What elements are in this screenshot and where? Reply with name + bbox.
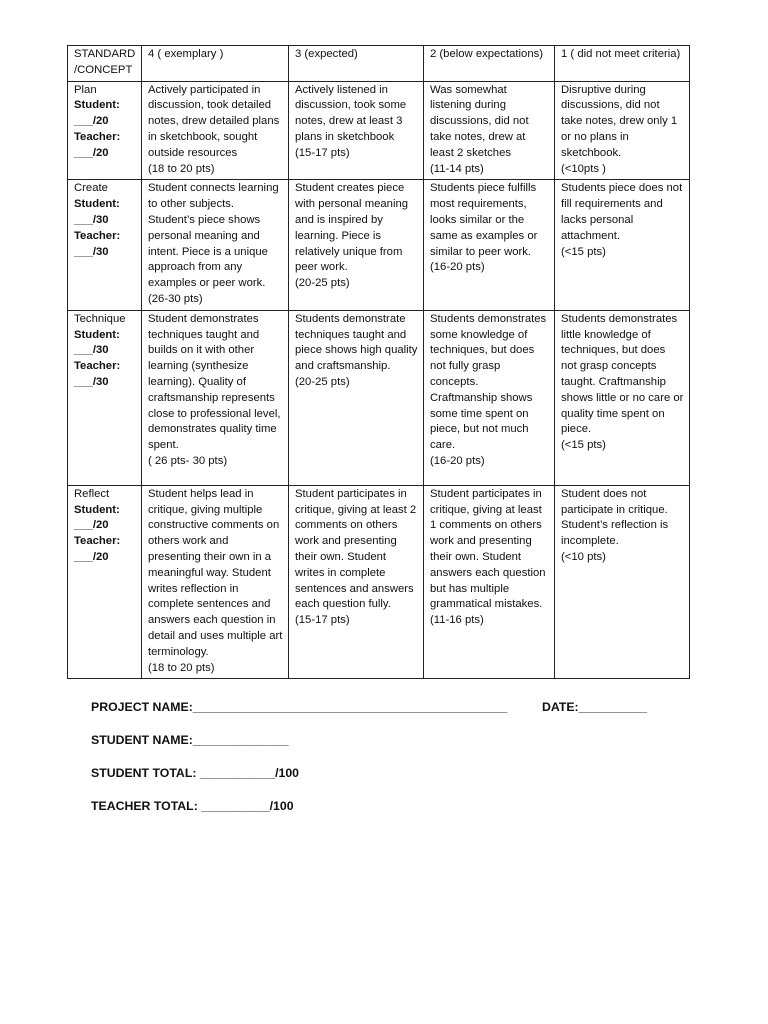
header-row: [68, 46, 690, 82]
standard-name: Reflect: [74, 487, 110, 500]
student-score: ___/30: [74, 344, 109, 357]
criteria-cell: Student participates in critique, giving at least 2 comments on others work and presenting their own. Student writes in complete sentences and answers each question fully. (15-17 pts): [289, 485, 424, 679]
teacher-score: ___/30: [74, 375, 109, 388]
criteria-cell: Students demonstrate techniques taught and piece shows high quality and craftsmanship. (20-25 pts): [289, 310, 424, 485]
table-row-plan: [68, 81, 690, 180]
student-label: Student:: [74, 99, 120, 112]
standard-name: Technique: [74, 312, 126, 325]
standard-cell: [68, 81, 142, 180]
table-row-technique: [68, 310, 690, 485]
header-did-not-meet: 1 ( did not meet criteria): [555, 46, 690, 82]
criteria-cell: Actively participated in discussion, took detailed notes, drew detailed plans in sketchbook, sought outside resources (18 to 20 pts): [142, 81, 289, 180]
criteria-cell: Student does not participate in critique. Student’s reflection is incomplete. (<10 pts): [555, 485, 690, 679]
standard-cell: [68, 180, 142, 310]
student-score: ___/30: [74, 213, 109, 226]
header-exemplary: 4 ( exemplary ): [142, 46, 289, 82]
criteria-cell: Actively listened in discussion, took some notes, drew at least 3 plans in sketchbook (15-17 pts): [289, 81, 424, 180]
teacher-label: Teacher:: [74, 535, 121, 548]
criteria-cell: Was somewhat listening during discussions, did not take notes, drew at least 2 sketches (11-14 pts): [424, 81, 555, 180]
table-row-reflect: [68, 485, 690, 679]
header-standard: STANDARD /CONCEPT: [68, 46, 142, 82]
student-score: ___/20: [74, 115, 109, 128]
header-expected: 3 (expected): [289, 46, 424, 82]
standard-cell: [68, 310, 142, 485]
standard-name: Plan: [74, 83, 97, 96]
criteria-cell: Student connects learning to other subjects. Student’s piece shows personal meaning and intent. Piece is a unique approach from any examples or peer work. (26-30 pts): [142, 180, 289, 310]
teacher-score: ___/30: [74, 245, 109, 258]
criteria-cell: Disruptive during discussions, did not take notes, drew only 1 or no plans in sketchbook. (<10pts ): [555, 81, 690, 180]
criteria-cell: Student participates in critique, giving at least 1 comments on others work and presenting their own. Student answers each question but has multiple grammatical mistakes. (11-16 pts): [424, 485, 555, 679]
criteria-cell: Student demonstrates techniques taught and builds on it with other learning (synthesize learning). Quality of craftsmanship represents close to professional level, demonstrates quality time spent. ( 26 pts- 30 pts): [142, 310, 289, 485]
criteria-cell: Student helps lead in critique, giving multiple constructive comments on others work and presenting their own in a meaningful way. Student writes reflection in complete sentences and answers each question in detail and uses multiple art terminology. (18 to 20 pts): [142, 485, 289, 679]
teacher-label: Teacher:: [74, 229, 121, 242]
teacher-score: ___/20: [74, 550, 109, 563]
date-line[interactable]: DATE:__________: [542, 700, 648, 714]
criteria-cell: Students piece fulfills most requirements, looks similar or the same as examples or similar to peer work. (16-20 pts): [424, 180, 555, 310]
rubric-table: [67, 45, 690, 679]
criteria-cell: Student creates piece with personal meaning and is inspired by learning. Piece is relatively unique from peer work. (20-25 pts): [289, 180, 424, 310]
student-label: Student:: [74, 328, 120, 341]
student-label: Student:: [74, 198, 120, 211]
standard-name: Create: [74, 182, 108, 195]
criteria-cell: Students demonstrates little knowledge of techniques, but does not grasp concepts taught. Craftmanship shows little or no care or quality time spent on piece. (<15 pts): [555, 310, 690, 485]
header-below-expectations: 2 (below expectations): [424, 46, 555, 82]
student-total-line[interactable]: STUDENT TOTAL: ___________/100: [91, 766, 300, 780]
student-name-line[interactable]: STUDENT NAME:______________: [91, 733, 289, 747]
student-score: ___/20: [74, 519, 109, 532]
student-label: Student:: [74, 503, 120, 516]
criteria-cell: Students demonstrates some knowledge of techniques, but does not fully grasp concepts. Craftmanship shows some time spent on piece, but not much care. (16-20 pts): [424, 310, 555, 485]
teacher-label: Teacher:: [74, 360, 121, 373]
criteria-cell: Students piece does not fill requirements and lacks personal attachment. (<15 pts): [555, 180, 690, 310]
standard-cell: [68, 485, 142, 679]
teacher-label: Teacher:: [74, 130, 121, 143]
project-name-line[interactable]: PROJECT NAME:______________________________________________: [91, 700, 508, 714]
teacher-score: ___/20: [74, 146, 109, 159]
teacher-total-line[interactable]: TEACHER TOTAL: __________/100: [91, 799, 294, 813]
table-row-create: [68, 180, 690, 310]
